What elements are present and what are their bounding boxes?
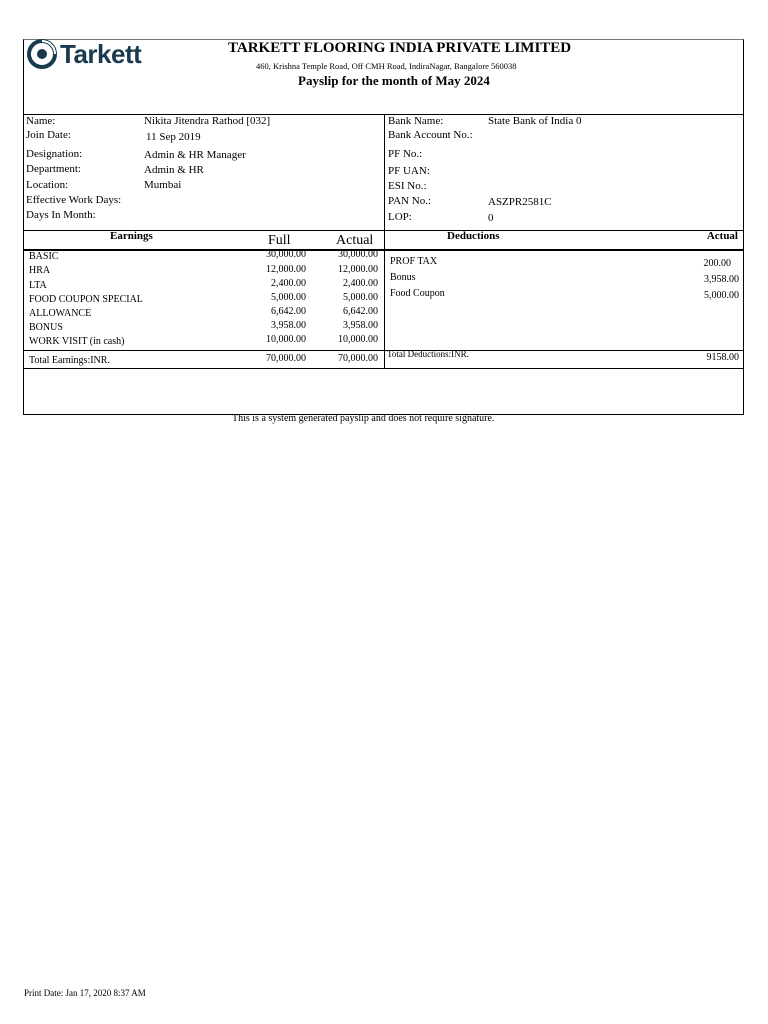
earning-full: 12,000.00	[266, 264, 306, 275]
total-earnings-actual: 70,000.00	[338, 353, 378, 364]
location-value: Mumbai	[144, 179, 182, 191]
esi-no-label: ESI No.:	[388, 180, 427, 192]
earning-name: FOOD COUPON SPECIAL	[29, 294, 143, 305]
earning-actual: 6,642.00	[343, 306, 378, 317]
earning-name: ALLOWANCE	[29, 308, 92, 319]
bank-name-label: Bank Name:	[388, 115, 444, 127]
total-deductions-actual: 9158.00	[706, 352, 739, 363]
employee-name-value: Nikita Jitendra Rathod [032]	[144, 115, 271, 127]
info-column-divider	[384, 114, 385, 231]
pf-uan-label: PF UAN:	[388, 165, 430, 177]
deduction-actual: 3,958.00	[704, 274, 739, 285]
deduction-name: Bonus	[390, 272, 416, 283]
company-logo	[27, 39, 141, 69]
earning-full: 6,642.00	[271, 306, 306, 317]
days-in-month-label: Days In Month:	[26, 209, 96, 221]
earning-full: 2,400.00	[271, 278, 306, 289]
earning-name: BONUS	[29, 322, 63, 333]
earning-actual: 12,000.00	[338, 264, 378, 275]
earning-full: 5,000.00	[271, 292, 306, 303]
totals-bottom-divider	[23, 368, 744, 369]
earnings-header: Earnings	[110, 230, 153, 242]
earning-actual: 30,000.00	[338, 249, 378, 260]
designation-label: Designation:	[26, 148, 83, 160]
deduction-name: Food Coupon	[390, 288, 445, 299]
earning-full: 10,000.00	[266, 334, 306, 345]
location-label: Location:	[26, 179, 69, 191]
join-date-label: Join Date:	[26, 129, 71, 141]
company-address: 460, Krishna Temple Road, Off CMH Road, IndiraNagar, Bangalore 560038	[256, 61, 517, 71]
earning-name: LTA	[29, 280, 47, 291]
deduction-name: PROF TAX	[390, 256, 438, 267]
earning-full: 3,958.00	[271, 320, 306, 331]
lop-label: LOP:	[388, 211, 412, 223]
pf-no-label: PF No.:	[388, 148, 423, 160]
pan-no-value: ASZPR2581C	[488, 196, 552, 208]
earning-actual: 2,400.00	[343, 278, 378, 289]
payslip-title: Payslip for the month of May 2024	[298, 73, 490, 88]
bank-name-value: State Bank of India 0	[488, 115, 582, 127]
total-deductions-label: Total Deductions:INR.	[387, 349, 469, 359]
tarkett-logo-icon	[27, 39, 57, 69]
lop-value: 0	[488, 212, 494, 224]
total-earnings-full: 70,000.00	[266, 353, 306, 364]
print-date: Print Date: Jan 17, 2020 8:37 AM	[24, 988, 146, 998]
effective-work-days-label: Effective Work Days:	[26, 194, 122, 206]
pan-no-label: PAN No.:	[388, 195, 431, 207]
department-label: Department:	[26, 163, 81, 175]
join-date-value: 11 Sep 2019	[146, 131, 201, 143]
earning-name: HRA	[29, 265, 51, 276]
system-generated-note: This is a system generated payslip and does not require signature.	[232, 413, 495, 424]
totals-divider	[23, 350, 744, 351]
earning-actual: 5,000.00	[343, 292, 378, 303]
bank-account-label: Bank Account No.:	[388, 129, 473, 141]
total-earnings-label: Total Earnings:INR.	[29, 355, 110, 366]
deductions-header: Deductions	[447, 230, 500, 242]
earning-actual: 10,000.00	[338, 334, 378, 345]
designation-value: Admin & HR Manager	[144, 149, 246, 161]
employee-name-label: Name:	[26, 115, 56, 127]
company-name: TARKETT FLOORING INDIA PRIVATE LIMITED	[228, 40, 572, 56]
earning-name: WORK VISIT (in cash)	[29, 336, 125, 347]
department-value: Admin & HR	[144, 164, 204, 176]
logo-text: Tarkett	[60, 39, 142, 69]
earning-actual: 3,958.00	[343, 320, 378, 331]
earning-full: 30,000.00	[266, 249, 306, 260]
deduction-actual: 200.00	[703, 258, 731, 269]
earnings-full-header: Full	[268, 233, 291, 248]
deduction-actual: 5,000.00	[704, 290, 739, 301]
earnings-actual-header: Actual	[336, 233, 374, 248]
table-header-divider	[23, 249, 744, 251]
earning-name: BASIC	[29, 251, 59, 262]
deductions-actual-header: Actual	[706, 230, 738, 242]
